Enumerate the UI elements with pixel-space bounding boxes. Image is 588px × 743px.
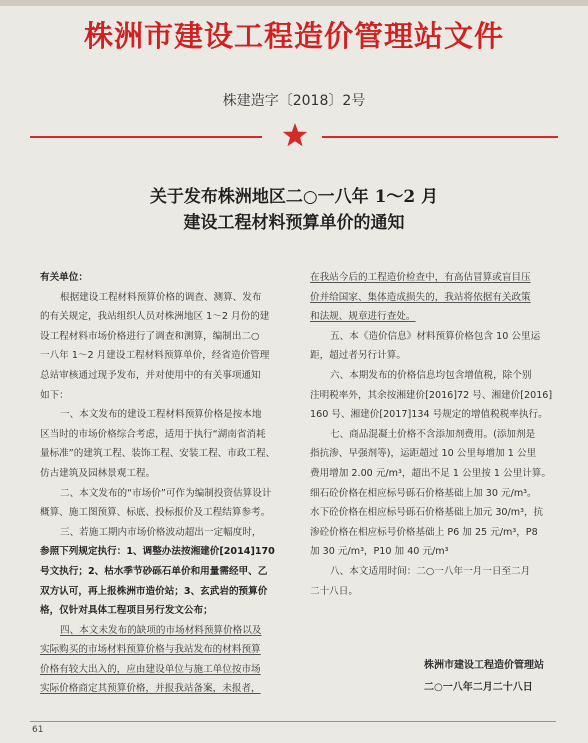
body-line: 注明税率外，其余按湘建价[2016]72 号、湘建价[2016] [310, 389, 552, 401]
body-line: 四、本文未发布的缺项的市场材料预算价格以及 [60, 624, 262, 636]
body-line: 号文执行；2、枯水季节砂砾石单价和用量需经甲、乙 [40, 565, 268, 577]
body-line: 实际购买的市场材料预算价格与我站发布的材料预算 [40, 644, 261, 656]
red-rule-left [30, 136, 262, 138]
body-line: 水下砼价格在相应标号砾石价格基础上加元 30/m³，抗 [310, 507, 544, 519]
body-line: 八、本文适用时间：二○一八年一月一日至二月 [330, 565, 531, 577]
body-line: 实际价格商定其预算价格，并报我站备案，未报者， [40, 683, 261, 695]
body-line: 一八年 1～2 月建设工程材料预算单价，经省造价管理 [40, 350, 270, 362]
body-line: 双方认可，再上报株洲市造价站；3、玄武岩的预算价 [40, 585, 268, 597]
body-line: 格，仅针对具体工程项目另行发文公布； [40, 605, 213, 617]
body-line: 六、本期发布的价格信息均包含增值税，除个别 [330, 369, 532, 381]
org-header-title: 株洲市建设工程造价管理站文件 [83, 19, 504, 53]
body-line: 渗砼价格在相应标号价格基础上 P6 加 25 元/m³，P8 [310, 526, 538, 538]
body-line: 一、本文发布的建设工程材料预算价格是按本地 [60, 409, 262, 421]
body-line: 在我站今后的工程造价检查中，有高估冒算或盲目压 [310, 272, 531, 283]
body-column-left [40, 268, 289, 699]
body-line: 指抗渗、早强剂等)，运距超过 10 公里每增加 1 公里 [310, 448, 537, 460]
star-icon [282, 122, 308, 148]
body-line: 三、若施工期内市场价格波动超出一定幅度时， [60, 526, 262, 538]
body-line: 距，超过者另行计算。 [310, 350, 406, 362]
body-line: 总站审核通过现予发布，并对使用中的有关事项通知 [40, 369, 261, 381]
body-line: 参照下列规定执行：1、调整办法按湘建价[2014]170 [40, 546, 275, 558]
body-line: 的有关规定，我站组织人员对株洲地区 1～2 月份的建 [40, 311, 270, 323]
body-line: 如下： [40, 389, 69, 401]
notice-title-line-2: 建设工程材料预算单价的通知 [183, 213, 405, 233]
body-line: 细石砼价格在相应标号砾石价格基础上加 30 元/m³。 [310, 487, 537, 499]
body-line: 加 30 元/m³，P10 加 40 元/m³ [310, 546, 449, 558]
body-line: 量标准”的建筑工程、装饰工程、安装工程、市政工程、 [40, 448, 276, 460]
body-line: 费用增加 2.00 元/m³，超出不足 1 公里按 1 公里计算。 [310, 467, 551, 479]
footer-rule [30, 721, 556, 722]
body-line: 仿古建筑及园林景观工程。 [40, 467, 156, 479]
body-line: 二十八日。 [310, 585, 358, 597]
body-column-right [310, 268, 552, 601]
body-line: 五、本《造价信息》材料预算价格包含 10 公里运 [330, 330, 541, 342]
body-line: 根据建设工程材料预算价格的调查、测算、发布 [60, 291, 262, 303]
document-number: 株建造字〔2018〕2号 [222, 93, 366, 109]
body-line: 概算、施工图预算、标底、投标报价及工程结算参考。 [40, 507, 271, 519]
body-line: 七、商品混凝土价格不含添加剂费用。(添加剂是 [330, 428, 536, 440]
body-line: 二、本文发布的“市场价”可作为编制投资估算设计 [60, 487, 272, 499]
body-line: 160 号、湘建价[2017]134 号规定的增值税税率执行。 [310, 409, 548, 421]
page-number: 61 [32, 725, 44, 735]
signature-date: 二○一八年二月二十八日 [424, 682, 533, 693]
page-edge-shadow [0, 0, 588, 6]
body-line: 有关单位： [40, 272, 88, 283]
red-rule-right [322, 136, 558, 138]
body-line: 设工程材料市场价格进行了调查和测算，编制出二○ [40, 330, 260, 342]
body-line: 和法规、规章进行查处。 [310, 311, 416, 323]
notice-title-line-1: 关于发布株洲地区二○一八年 1～2 月 [149, 187, 439, 207]
body-line: 价格有较大出入的，应由建设单位与施工单位按市场 [40, 663, 261, 675]
body-line: 价并给国家、集体造成损失的，我站将依据有关政策 [310, 291, 531, 303]
signature-organization: 株洲市建设工程造价管理站 [424, 660, 544, 671]
body-line: 区当时的市场价格综合考虑，适用于执行“湖南省消耗 [40, 428, 266, 440]
